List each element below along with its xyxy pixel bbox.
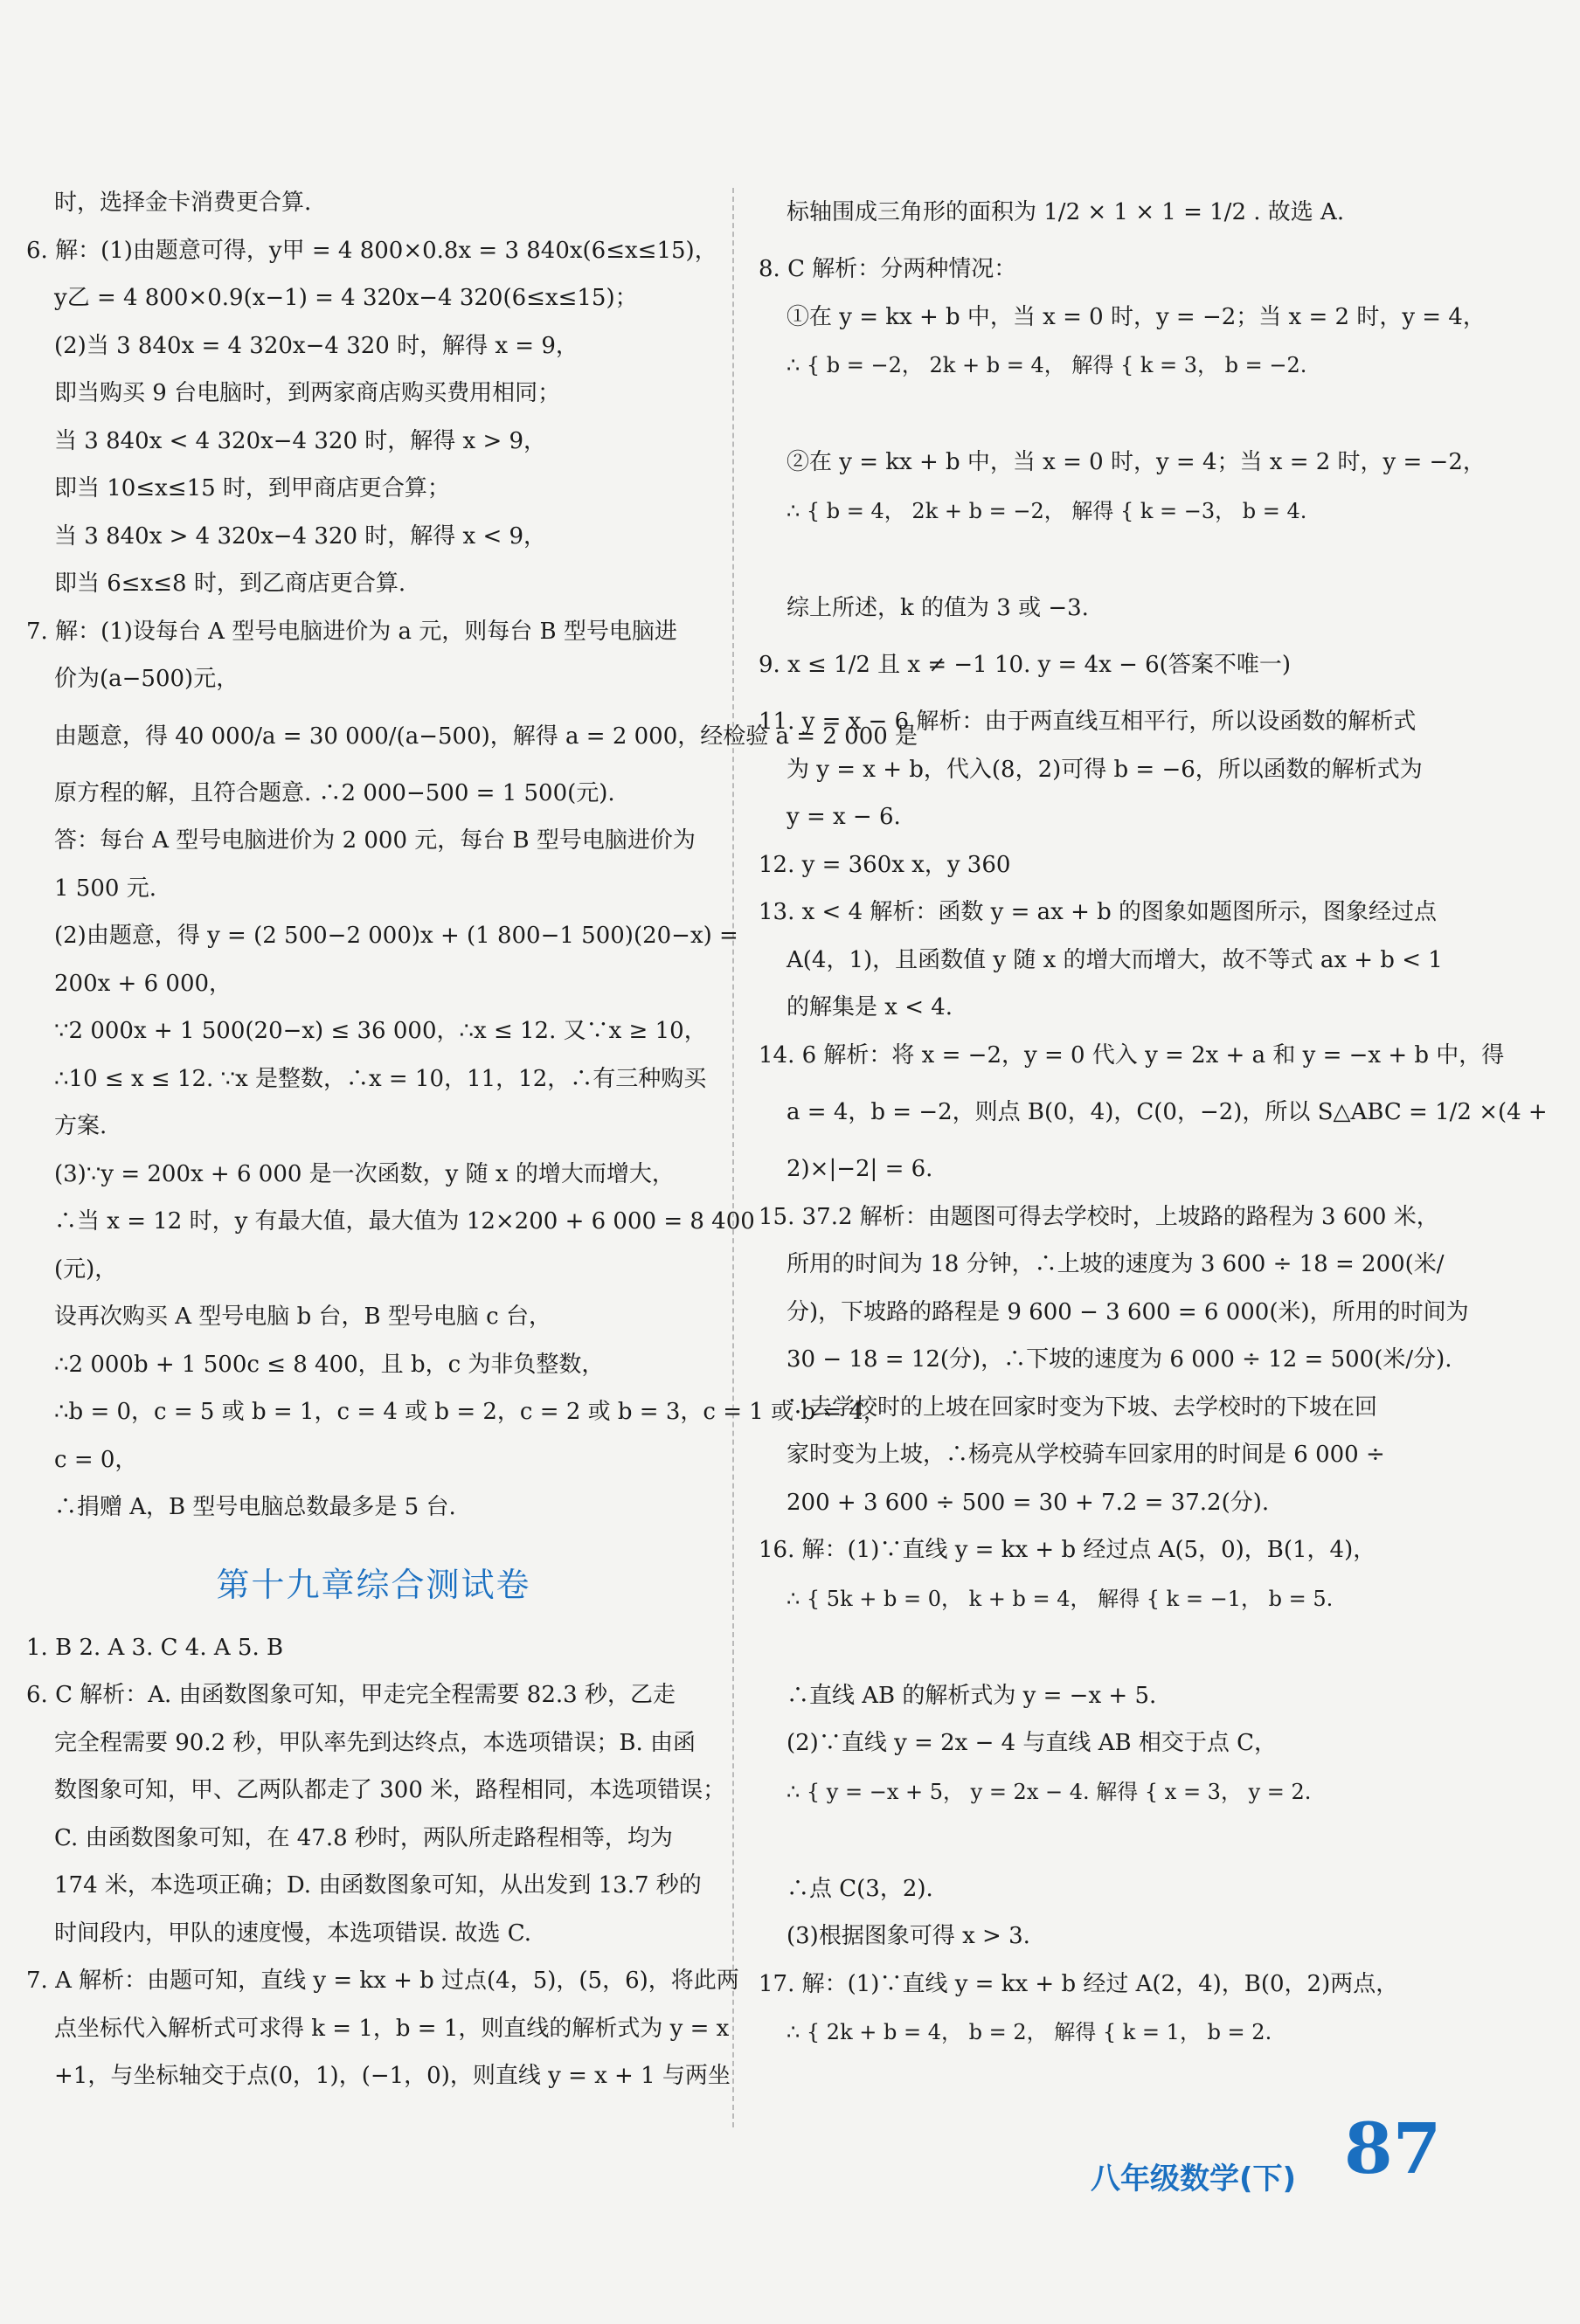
text-line: 30 − 18 = 12(分)，∴下坡的速度为 6 000 ÷ 12 = 500(米/分). bbox=[787, 1346, 1452, 1373]
text-line: 标轴围成三角形的面积为 1/2 × 1 × 1 = 1/2 . 故选 A. bbox=[787, 199, 1345, 225]
text-line: +1，与坐标轴交于点(0，1)，(−1，0)，则直线 y = x + 1 与两坐 bbox=[54, 2063, 731, 2089]
text-line: 14. 6 解析：将 x = −2，y = 0 代入 y = 2x + a 和 y = −x + b 中，得 bbox=[759, 1041, 1505, 1069]
text-line: 16. 解：(1)∵直线 y = kx + b 经过点 A(5，0)，B(1，4)， bbox=[759, 1537, 1376, 1563]
text-line: 6. 解：(1)由题意可得，y甲 = 4 800×0.8x = 3 840x(6≤x≤15)， bbox=[26, 237, 717, 264]
text-line: (2)当 3 840x = 4 320x−4 320 时，解得 x = 9， bbox=[54, 332, 579, 359]
text-line: ∴ { b = −2， 2k + b = 4， 解得 { k = 3， b = −2. bbox=[787, 353, 1307, 377]
text-line: y = x − 6. bbox=[787, 804, 901, 830]
text-line: 时，选择金卡消费更合算. bbox=[54, 190, 312, 216]
text-line: ∴ { 5k + b = 0， k + b = 4， 解得 { k = −1， b = 5. bbox=[787, 1586, 1334, 1611]
text-line: ∴当 x = 12 时，y 有最大值，最大值为 12×200 + 6 000 = 8 400 bbox=[54, 1208, 755, 1235]
text-line: 15. 37.2 解析：由题图可得去学校时，上坡路的路程为 3 600 米， bbox=[759, 1203, 1439, 1230]
text-line: ∴捐赠 A，B 型号电脑总数最多是 5 台. bbox=[54, 1494, 456, 1520]
text-line: C. 由函数图象可知，在 47.8 秒时，两队所走路程相等，均为 bbox=[54, 1824, 673, 1851]
text-line: 200 + 3 600 ÷ 500 = 30 + 7.2 = 37.2(分). bbox=[787, 1489, 1270, 1516]
text-line: 价为(a−500)元， bbox=[54, 666, 239, 692]
text-line: 174 米，本选项正确；D. 由函数图象可知，从出发到 13.7 秒的 bbox=[54, 1872, 702, 1899]
text-line: 7. 解：(1)设每台 A 型号电脑进价为 a 元，则每台 B 型号电脑进 bbox=[26, 618, 677, 645]
text-line: 1. B 2. A 3. C 4. A 5. B bbox=[26, 1634, 284, 1661]
text-line: 12. y = 360x x，y 360 bbox=[759, 851, 1011, 878]
text-line: 6. C 解析：A. 由函数图象可知，甲走完全程需要 82.3 秒，乙走 bbox=[26, 1682, 676, 1708]
text-line: ①在 y = kx + b 中，当 x = 0 时，y = −2；当 x = 2 时，y = 4， bbox=[787, 303, 1486, 330]
text-line: 家时变为上坡，∴杨亮从学校骑车回家用的时间是 6 000 ÷ bbox=[787, 1442, 1385, 1468]
text-line: (3)∵y = 200x + 6 000 是一次函数，y 随 x 的增大而增大， bbox=[54, 1160, 675, 1187]
text-line: 即当 6≤x≤8 时，到乙商店更合算. bbox=[54, 571, 406, 597]
text-line: ∴ { y = −x + 5， y = 2x − 4. 解得 { x = 3， y = 2. bbox=[787, 1779, 1312, 1804]
text-line: ∴b = 0，c = 5 或 b = 1，c = 4 或 b = 2，c = 2 或 b = 3，c = 1 或 b = 4， bbox=[54, 1399, 886, 1425]
text-line: 9. x ≤ 1/2 且 x ≠ −1 10. y = 4x − 6(答案不唯一) bbox=[759, 652, 1291, 678]
text-line: 11. y = x − 6 解析：由于两直线互相平行，所以设函数的解析式 bbox=[759, 709, 1417, 735]
footer-grade-label: 八年级数学(下) bbox=[1091, 2161, 1297, 2196]
text-line: 当 3 840x < 4 320x−4 320 时，解得 x > 9， bbox=[54, 427, 547, 454]
text-line: 2)×|−2| = 6. bbox=[787, 1156, 933, 1182]
text-line: 所用的时间为 18 分钟，∴上坡的速度为 3 600 ÷ 18 = 200(米/ bbox=[787, 1251, 1445, 1277]
text-line: 点坐标代入解析式可求得 k = 1，b = 1，则直线的解析式为 y = x bbox=[54, 2015, 730, 2042]
text-line: 完全程需要 90.2 秒，甲队率先到达终点，本选项错误；B. 由函 bbox=[54, 1729, 696, 1756]
text-line: 综上所述，k 的值为 3 或 −3. bbox=[787, 594, 1089, 621]
text-line: y乙 = 4 800×0.9(x−1) = 4 320x−4 320(6≤x≤15)； bbox=[54, 285, 638, 311]
text-line: (元)， bbox=[54, 1255, 118, 1283]
text-line: (2)∵直线 y = 2x − 4 与直线 AB 相交于点 C， bbox=[787, 1730, 1277, 1756]
chapter-title: 第十九章综合测试卷 bbox=[216, 1565, 531, 1604]
text-line: 为 y = x + b，代入(8，2)可得 b = −6，所以函数的解析式为 bbox=[787, 756, 1423, 783]
text-line: 原方程的解，且符合题意. ∴2 000−500 = 1 500(元). bbox=[54, 779, 615, 806]
text-line: 即当购买 9 台电脑时，到两家商店购买费用相同； bbox=[54, 380, 561, 406]
text-line: 由题意，得 40 000/a = 30 000/(a−500)，解得 a = 2 000，经检验 a = 2 000 是 bbox=[54, 723, 918, 750]
text-line: 当 3 840x > 4 320x−4 320 时，解得 x < 9， bbox=[54, 522, 547, 550]
text-line: 时间段内，甲队的速度慢，本选项错误. 故选 C. bbox=[54, 1919, 532, 1947]
text-line: ∵2 000x + 1 500(20−x) ≤ 36 000，∴x ≤ 12. 又∵x ≥ 10， bbox=[54, 1018, 707, 1044]
text-line: 17. 解：(1)∵直线 y = kx + b 经过 A(2，4)，B(0，2)两点， bbox=[759, 1970, 1399, 1997]
text-line: 1 500 元. bbox=[54, 875, 156, 902]
text-line: ∵去学校时的上坡在回家时变为下坡、去学校时的下坡在回 bbox=[787, 1394, 1378, 1421]
column-divider bbox=[732, 188, 734, 2127]
text-line: ∴10 ≤ x ≤ 12. ∵x 是整数，∴x = 10，11，12，∴有三种购买 bbox=[54, 1065, 707, 1092]
text-line: 13. x < 4 解析：函数 y = ax + b 的图象如题图所示，图象经过点 bbox=[759, 899, 1438, 925]
text-line: 数图象可知，甲、乙两队都走了 300 米，路程相同，本选项错误； bbox=[54, 1777, 726, 1803]
text-line: 方案. bbox=[54, 1113, 107, 1139]
text-line: ∴直线 AB 的解析式为 y = −x + 5. bbox=[787, 1682, 1157, 1709]
text-line: A(4，1)，且函数值 y 随 x 的增大而增大，故不等式 ax + b < 1 bbox=[787, 946, 1443, 973]
text-line: ∴点 C(3，2). bbox=[787, 1875, 933, 1902]
text-line: 答：每台 A 型号电脑进价为 2 000 元，每台 B 型号电脑进价为 bbox=[54, 827, 696, 854]
right-column bbox=[759, 179, 1548, 2106]
text-line: 的解集是 x < 4. bbox=[787, 994, 953, 1020]
text-line: c = 0， bbox=[54, 1446, 138, 1473]
text-line: 设再次购买 A 型号电脑 b 台，B 型号电脑 c 台， bbox=[54, 1304, 551, 1330]
text-line: ∴ { 2k + b = 4， b = 2， 解得 { k = 1， b = 2. bbox=[787, 2020, 1272, 2044]
text-line: (2)由题意，得 y = (2 500−2 000)x + (1 800−1 500)(20−x) = bbox=[54, 923, 738, 949]
page-number: 87 bbox=[1344, 2107, 1442, 2189]
text-line: (3)根据图象可得 x > 3. bbox=[787, 1923, 1030, 1949]
text-line: 7. A 解析：由题可知，直线 y = kx + b 过点(4，5)，(5，6)，将此两 bbox=[26, 1968, 739, 1994]
text-line: 即当 10≤x≤15 时，到甲商店更合算； bbox=[54, 475, 450, 501]
right-answers bbox=[759, 179, 1548, 2106]
text-line: ∴2 000b + 1 500c ≤ 8 400，且 b，c 为非负整数， bbox=[54, 1351, 605, 1378]
text-line: ∴ { b = 4， 2k + b = −2， 解得 { k = −3， b = 4. bbox=[787, 498, 1307, 523]
text-line: 8. C 解析：分两种情况： bbox=[759, 256, 1017, 282]
text-line: 分)，下坡路的路程是 9 600 − 3 600 = 6 000(米)，所用的时间为 bbox=[787, 1298, 1469, 1325]
left-answers-part2 bbox=[26, 1624, 739, 2100]
text-line: 200x + 6 000， bbox=[54, 970, 232, 997]
text-line: a = 4，b = −2，则点 B(0，4)，C(0，−2)，所以 S△ABC = 1/2 ×(4 + bbox=[787, 1099, 1548, 1125]
text-line: ②在 y = kx + b 中，当 x = 0 时，y = 4；当 x = 2 时，y = −2， bbox=[787, 449, 1486, 475]
